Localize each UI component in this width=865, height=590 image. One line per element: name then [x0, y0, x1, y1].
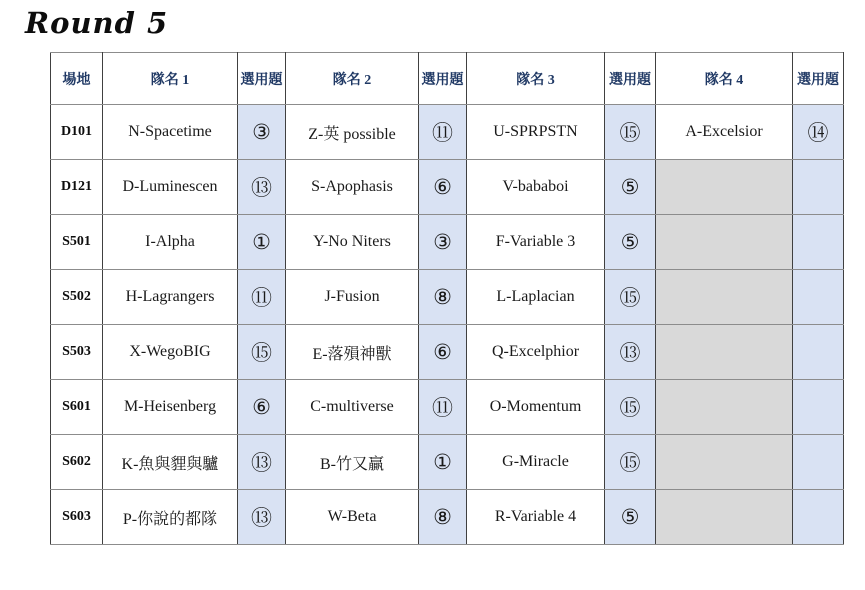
team-name-cell: B-竹又贏	[286, 435, 419, 490]
team-name-cell: Z-英 possible	[286, 105, 419, 160]
venue-cell: S501	[51, 215, 103, 270]
empty-team-cell	[656, 160, 793, 215]
team-name-cell: R-Variable 4	[467, 490, 605, 545]
empty-question-cell	[793, 270, 844, 325]
team-name-cell: J-Fusion	[286, 270, 419, 325]
question-number-cell: ⑮	[605, 435, 656, 490]
question-number-cell: ⑮	[605, 105, 656, 160]
question-number-cell: ①	[238, 215, 286, 270]
team-name-cell: W-Beta	[286, 490, 419, 545]
round-schedule-table	[50, 52, 844, 545]
empty-team-cell	[656, 215, 793, 270]
empty-team-cell	[656, 325, 793, 380]
header-venue: 場地	[51, 53, 103, 105]
question-number-cell: ⑥	[419, 160, 467, 215]
team-name-cell: N-Spacetime	[103, 105, 238, 160]
team-name-cell: M-Heisenberg	[103, 380, 238, 435]
team-name-cell: H-Lagrangers	[103, 270, 238, 325]
empty-question-cell	[793, 435, 844, 490]
table-row	[51, 325, 844, 380]
venue-cell: D121	[51, 160, 103, 215]
empty-question-cell	[793, 215, 844, 270]
question-number-cell: ⑧	[419, 490, 467, 545]
team-name-cell: F-Variable 3	[467, 215, 605, 270]
team-name-cell: Q-Excelphior	[467, 325, 605, 380]
team-name-cell: I-Alpha	[103, 215, 238, 270]
table-row	[51, 380, 844, 435]
table-row	[51, 270, 844, 325]
question-number-cell: ③	[419, 215, 467, 270]
team-name-cell: G-Miracle	[467, 435, 605, 490]
question-number-cell: ⑪	[238, 270, 286, 325]
question-number-cell: ⑮	[605, 380, 656, 435]
table-row	[51, 215, 844, 270]
question-number-cell: ⑤	[605, 490, 656, 545]
header-row	[51, 53, 844, 105]
header-question4: 選用題	[793, 53, 844, 105]
question-number-cell: ⑮	[605, 270, 656, 325]
team-name-cell: X-WegoBIG	[103, 325, 238, 380]
table-row	[51, 105, 844, 160]
team-name-cell: O-Momentum	[467, 380, 605, 435]
question-number-cell: ③	[238, 105, 286, 160]
header-team2: 隊名 2	[286, 53, 419, 105]
venue-cell: D101	[51, 105, 103, 160]
team-name-cell: L-Laplacian	[467, 270, 605, 325]
team-name-cell: K-魚與貍與驢	[103, 435, 238, 490]
empty-team-cell	[656, 380, 793, 435]
venue-cell: S502	[51, 270, 103, 325]
venue-cell: S602	[51, 435, 103, 490]
question-number-cell: ⑭	[793, 105, 844, 160]
team-name-cell: A-Excelsior	[656, 105, 793, 160]
question-number-cell: ⑧	[419, 270, 467, 325]
team-name-cell: U-SPRPSTN	[467, 105, 605, 160]
empty-question-cell	[793, 490, 844, 545]
table-row	[51, 435, 844, 490]
question-number-cell: ⑬	[238, 160, 286, 215]
team-name-cell: S-Apophasis	[286, 160, 419, 215]
question-number-cell: ⑥	[238, 380, 286, 435]
venue-cell: S601	[51, 380, 103, 435]
header-question3: 選用題	[605, 53, 656, 105]
empty-team-cell	[656, 435, 793, 490]
team-name-cell: C-multiverse	[286, 380, 419, 435]
page-title: Round 5	[25, 6, 169, 40]
header-team3: 隊名 3	[467, 53, 605, 105]
team-name-cell: E-落殞神獸	[286, 325, 419, 380]
question-number-cell: ⑪	[419, 380, 467, 435]
question-number-cell: ⑤	[605, 215, 656, 270]
question-number-cell: ⑥	[419, 325, 467, 380]
question-number-cell: ⑬	[238, 490, 286, 545]
table-row	[51, 160, 844, 215]
question-number-cell: ①	[419, 435, 467, 490]
venue-cell: S503	[51, 325, 103, 380]
empty-team-cell	[656, 490, 793, 545]
question-number-cell: ⑬	[238, 435, 286, 490]
question-number-cell: ⑬	[605, 325, 656, 380]
table-row	[51, 490, 844, 545]
team-name-cell: D-Luminescen	[103, 160, 238, 215]
header-team1: 隊名 1	[103, 53, 238, 105]
venue-cell: S603	[51, 490, 103, 545]
question-number-cell: ⑪	[419, 105, 467, 160]
team-name-cell: Y-No Niters	[286, 215, 419, 270]
header-team4: 隊名 4	[656, 53, 793, 105]
question-number-cell: ⑤	[605, 160, 656, 215]
team-name-cell: V-bababoi	[467, 160, 605, 215]
header-question1: 選用題	[238, 53, 286, 105]
empty-question-cell	[793, 380, 844, 435]
empty-team-cell	[656, 270, 793, 325]
header-question2: 選用題	[419, 53, 467, 105]
empty-question-cell	[793, 325, 844, 380]
team-name-cell: P-你說的都隊	[103, 490, 238, 545]
question-number-cell: ⑮	[238, 325, 286, 380]
empty-question-cell	[793, 160, 844, 215]
